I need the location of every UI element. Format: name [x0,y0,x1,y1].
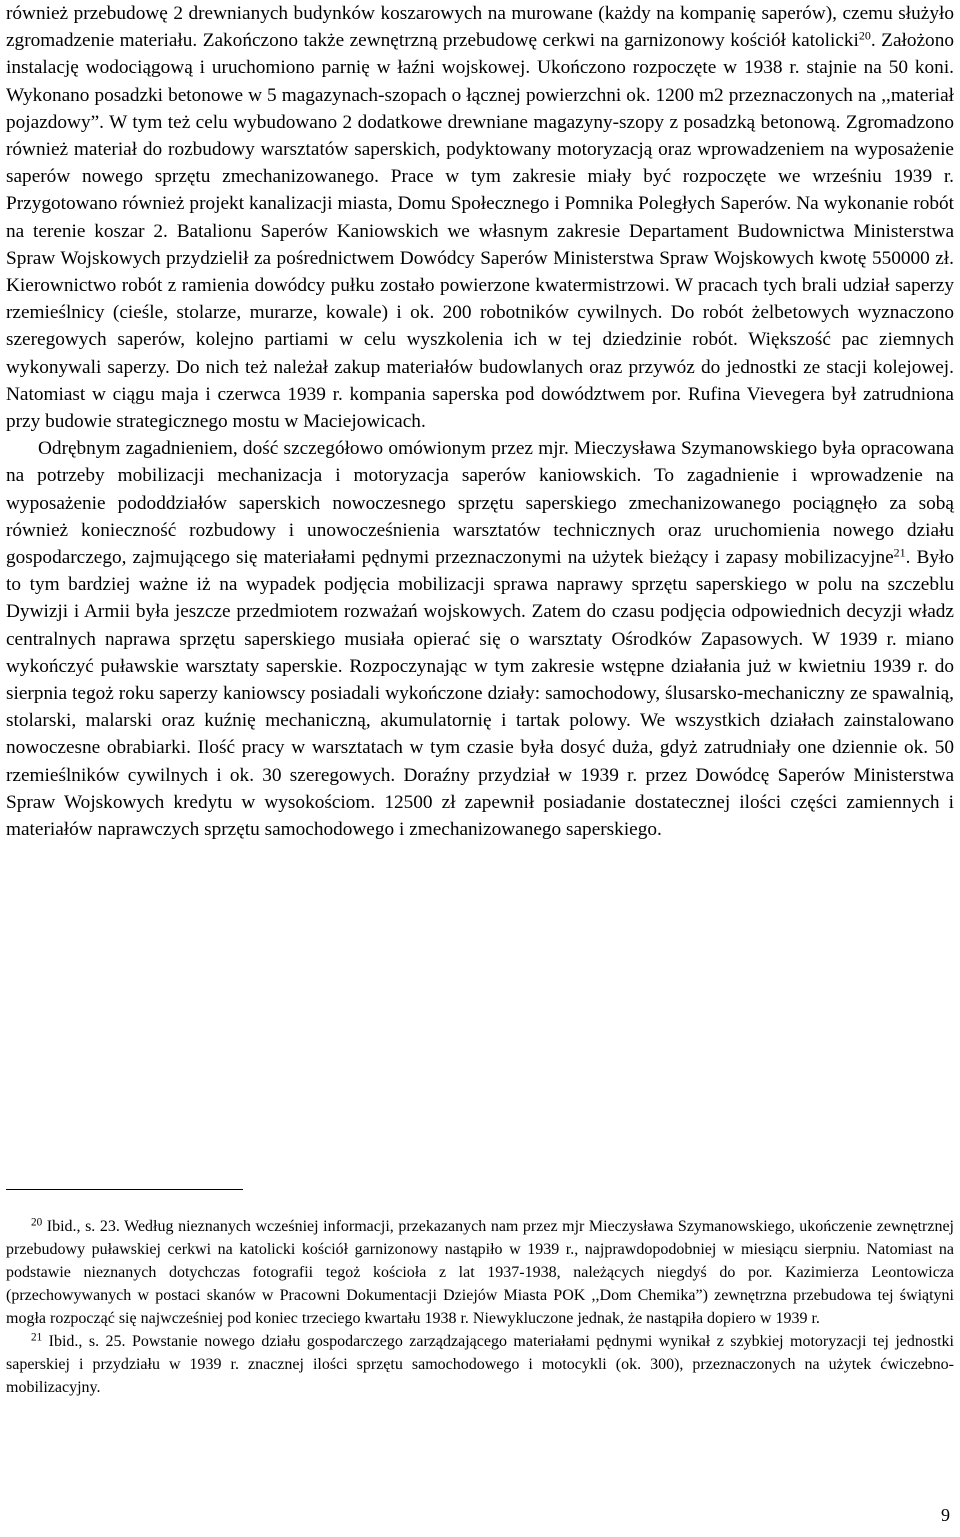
paragraph-1-text-a: również przebudowę 2 drewnianych budynków koszarowych na murowane (każdy na kompanię saperów), czemu służyło zgromadzenie materiału. Zakończono także zewnętrzną przebudowę cerkwi na garnizonowy kościół katolicki [6,3,954,52]
paragraph-2 [6,435,954,843]
footnote-ref-21[interactable]: 21 [893,545,906,560]
footnotes [6,1215,954,1399]
main-text [6,0,954,843]
page-body [6,0,954,843]
paragraph-2-text-b: . Było to tym bardziej ważne iż na wypadek podjęcia mobilizacji sprawa naprawy sprzętu saperskiego w polu na szczeblu Dywizji i Armii była jeszcze przedmiotem rozważań wojskowych. Zatem do czasu podjęcia odpowiednich decyzji władz centralnych naprawa sprzętu saperskiego musiała opierać się o warsztaty Ośrodków Zapasowych. W 1939 r. miano wykończyć puławskie warsztaty saperskie. Rozpoczynając w tym zakresie wstępne działania już w kwietniu 1939 r. do sierpnia tegoż roku saperzy kaniowscy posiadali wykończone działy: samochodowy, ślusarsko-mechaniczny ze spawalnią, stolarski, malarski oraz kuźnię mechaniczną, akumulatornię i tartak polowy. We wszystkich działach zainstalowano nowoczesne obrabiarki. Ilość pracy w warsztatach w tym czasie była dosyć duża, gdyż zatrudniały one dziennie ok. 50 rzemieślników cywilnych i ok. 30 szeregowych. Doraźny przydział w 1939 r. przez Dowódcę Saperów Ministerstwa Spraw Wojskowych kredytu w wysokościom. 12500 zł zapewnił posiadanie dostatecznej ilości części zamiennych i materiałów naprawczych sprzętu samochodowego i zmechanizowanego saperskiego. [6,547,954,841]
paragraph-1-text-b: . Założono instalację wodociągową i uruchomiono parnię w łaźni wojskowej. Ukończono rozpoczęte w 1938 r. stajnie na 50 koni. Wykonano posadzki betonowe w 5 magazynach-szopach o łącznej powierzchni ok. 1200 m2 przeznaczonych na ,,materiał pojazdowy”. [6,30,954,133]
paragraph-2-text-a: Odrębnym zagadnieniem, dość szczegółowo omówionym przez mjr. Mieczysława Szymanowskiego była opracowana na potrzeby mobilizacji mechanizacja i motoryzacja saperów kaniowskich. To zagadnienie i wprowadzenie na wyposażenie pododdziałów saperskich nowoczesnego sprzętu saperskiego zmechanizowanego pociągnęło za sobą również konieczność rozbudowy i unowocześnienia warsztatów technicznych oraz uruchomienia nowego działu gospodarczego, zajmującego się materiałami pędnymi przeznaczonymi na użytek bieżący i zapasy mobilizacyjne [6,438,954,569]
paragraph-1 [6,0,954,435]
footnote-20-text: Ibid., s. 23. Według nieznanych wcześniej informacji, przekazanych nam przez mjr Mieczysława Szymanowskiego, ukończenie zewnętrznej przebudowy puławskiej cerkwi na katolicki kościół garnizonowy nastąpiło w 1939 r., najprawdopodobniej w miesiącu sierpniu. Natomiast na podstawie nieznanych dotychczas fotografii tegoż kościoła z lat 1937-1938, należących niegdyś do por. Kazimierza Leontowicza (przechowywanych w postaci skanów w Pracowni Dokumentacji Dziejów Miasta POK ,,Dom Chemika”) zewnętrzna przebudowa tej świątyni mogła rozpocząć się najwcześniej pod koniec trzeciego kwartału 1938 r. Niewykluczone jednak, że nastąpiła dopiero w 1939 r. [6,1218,954,1327]
page-number: 9 [941,1505,950,1525]
footnote-separator [6,1189,243,1190]
paragraph-1-text-c: W tym też celu wybudowano 2 dodatkowe drewniane magazyny-szopy z posadzką betonową. Zgromadzono również materiał do rozbudowy warsztatów saperskich, podyktowany motoryzacją oraz wprowadzeniem na wyposażenie saperów nowego sprzętu zmechanizowanego. Prace w tym zakresie miały być rozpoczęte we wrześniu 1939 r. Przygotowano również projekt kanalizacji miasta, Domu Społecznego i Pomnika Poległych Saperów. Na wykonanie robót na terenie koszar 2. Batalionu Saperów Kaniowskich we własnym zakresie Departament Budownictwa Ministerstwa Spraw Wojskowych przydzielił za pośrednictwem Dowódcy Saperów Ministerstwa Spraw Wojskowych kwotę 550000 zł. Kierownictwo robót z ramienia dowódcy pułku zostało powierzone kwatermistrzowi. W pracach tych brali udział saperzy rzemieślnicy (cieśle, stolarze, murarze, kowale) i ok. 200 robotników cywilnych. Do robót żelbetowych wyznaczono szeregowych saperów, kolejno partiami w celu wyszkolenia ich w tej dziedzinie robót. Większość pac ziemnych wykonywali saperzy. Do nich też należał zakup materiałów budowlanych oraz przywóz do jednostki ze stacji kolejowej. Natomiast w ciągu maja i czerwca 1939 r. kompania saperska pod dowództwem por. Rufina Vievegera był zatrudniona przy budowie strategicznego mostu w Maciejowicach. [6,111,954,433]
footnote-number-20: 20 [31,1216,43,1229]
footnote-20 [6,1215,954,1330]
footnote-ref-20[interactable]: 20 [858,28,871,43]
footnote-21-text: Ibid., s. 25. Powstanie nowego działu gospodarczego zarządzającego materiałami pędnymi wynikał z szybkiej motoryzacji tej jednostki saperskiej i przydziału w 1939 r. znacznej ilości sprzętu samochodowego i motocykli (ok. 300), przeznaczonych na użytek ćwiczebno-mobilizacyjny. [6,1333,954,1396]
footnote-21 [6,1330,954,1399]
footnote-number-21: 21 [31,1331,43,1344]
